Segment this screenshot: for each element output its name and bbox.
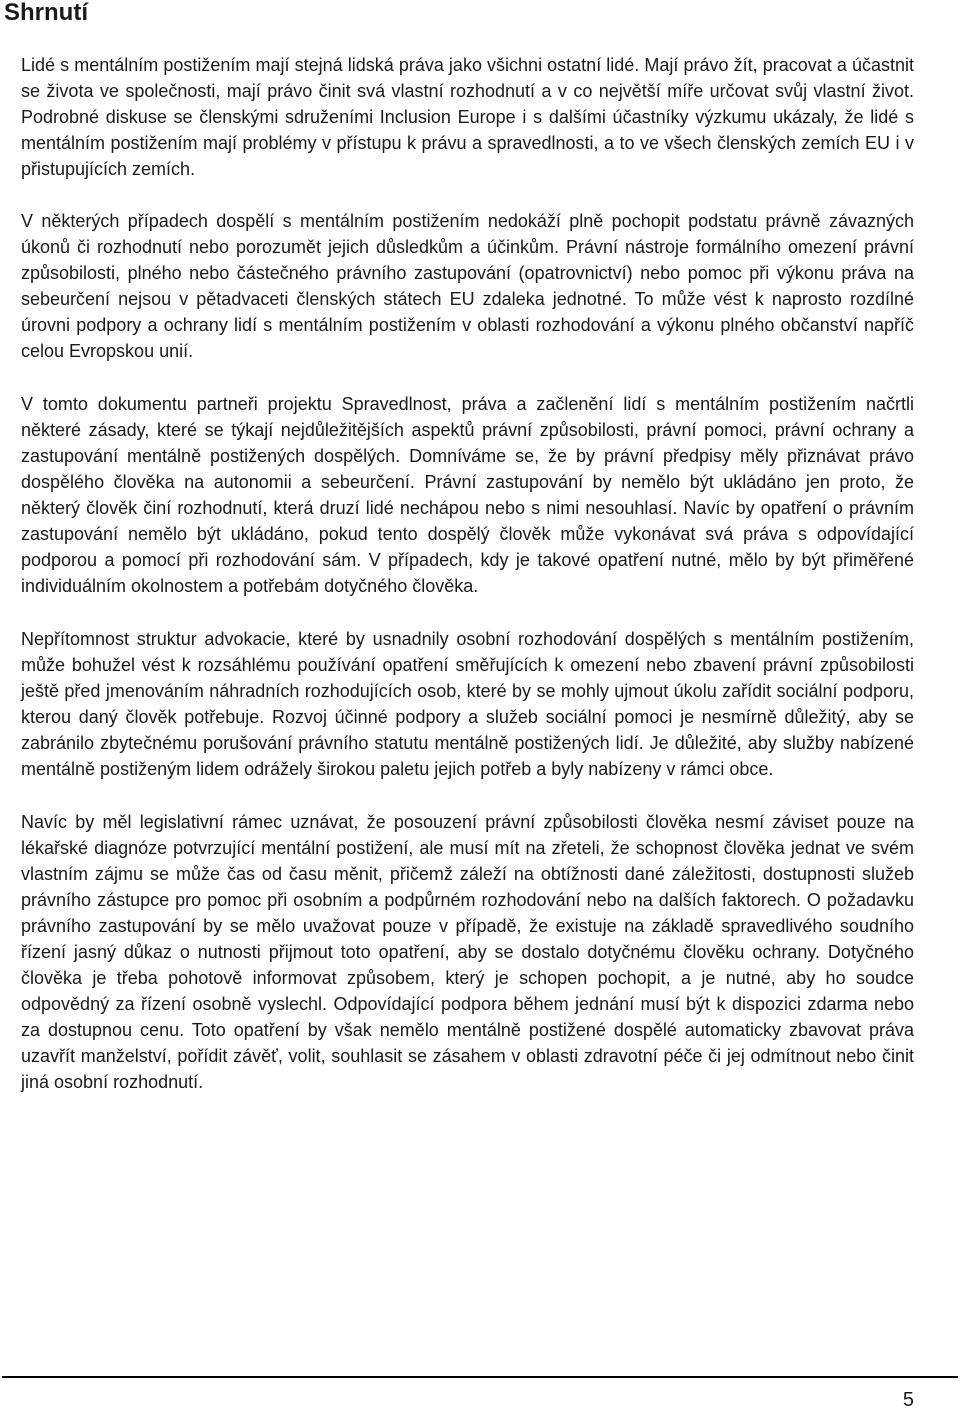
page-title: Shrnutí xyxy=(4,0,88,26)
footer-divider xyxy=(2,1376,958,1378)
paragraph-2: V některých případech dospělí s mentálním postižením nedokáží plně pochopit podstatu právně závazných úkonů či rozhodnutí nebo porozumět jejich důsledkům a účinkům. Právní nástroje formálního omezení právní způsobilosti, plného nebo částečného právního zastupování (opatrovnictví) nebo pomoc při výkonu práva na sebeurčení nejsou v pětadvaceti členských státech EU zdaleka jednotné. To může vést k naprosto rozdílné úrovni podpory a ochrany lidí s mentálním postižením v oblasti rozhodování a výkonu plného občanství napříč celou Evropskou unií. xyxy=(21,211,914,361)
paragraph-4: Nepřítomnost struktur advokacie, které by usnadnily osobní rozhodování dospělých s mentálním postižením, může bohužel vést k rozsáhlému používání opatření směřujících k omezení nebo zbavení právní způsobilosti ještě před jmenováním náhradních rozhodujících osob, které by se mohly ujmout úkolu zařídit sociální podporu, kterou daný člověk potřebuje. Rozvoj účinné podpory a služeb sociální pomoci je nesmírně důležitý, aby se zabránilo zbytečnému porušování právního statutu mentálně postižených lidí. Je důležité, aby služby nabízené mentálně postiženým lidem odrážely širokou paletu jejich potřeb a byly nabízeny v rámci obce. xyxy=(21,629,914,779)
document-body xyxy=(21,52,914,1122)
paragraph-5: Navíc by měl legislativní rámec uznávat, že posouzení právní způsobilosti člověka nesmí záviset pouze na lékařské diagnóze potvrzující mentální postižení, ale musí mít na zřeteli, že schopnost člověka jednat ve svém vlastním zájmu se může čas od času měnit, přičemž záleží na obtížnosti dané záležitosti, dostupnosti služeb právního zástupce pro pomoc při osobním a podpůrném rozhodování nebo na dalších faktorech. O požadavku právního zastupování by se mělo uvažovat pouze v případě, že existuje na základě spravedlivého soudního řízení jasný důkaz o nutnosti přijmout toto opatření, aby se dostalo dotyčnému člověku ochrany. Dotyčného člověka je třeba pohotově informovat způsobem, který je schopen pochopit, a je nutné, aby ho soudce odpovědný za řízení osobně vyslechl. Odpovídající podpora během jednání musí být k dispozici zdarma nebo za dostupnou cenu. Toto opatření by však nemělo mentálně postižené dospělé automaticky zbavovat práva uzavřít manželství, pořídit závěť, volit, souhlasit se zásahem v oblasti zdravotní péče či jej odmítnout nebo činit jiná osobní rozhodnutí. xyxy=(21,812,914,1092)
paragraph-1: Lidé s mentálním postižením mají stejná lidská práva jako všichni ostatní lidé. Mají právo žít, pracovat a účastnit se života ve společnosti, mají právo činit svá vlastní rozhodnutí a v co největší míře určovat svůj vlastní život. Podrobné diskuse se členskými sdruženími Inclusion Europe i s dalšími účastníky výzkumu ukázaly, že lidé s mentálním postižením mají problémy v přístupu k právu a spravedlnosti, a to ve všech členských zemích EU i v přistupujících zemích. xyxy=(21,55,914,179)
page-number: 5 xyxy=(902,1389,914,1411)
paragraph-3: V tomto dokumentu partneři projektu Spravedlnost, práva a začlenění lidí s mentálním postižením načrtli některé zásady, které se týkají nejdůležitějších aspektů právní způsobilosti, právní pomoci, právní ochrany a zastupování mentálně postižených dospělých. Domníváme se, že by právní předpisy měly přiznávat právo dospělého člověka na autonomii a sebeurčení. Právní zastupování by nemělo být ukládáno jen proto, že některý člověk činí rozhodnutí, která druzí lidé nechápou nebo s nimi nesouhlasí. Navíc by opatření o právním zastupování nemělo být ukládáno, pokud tento dospělý člověk může vykonávat svá práva s odpovídající podporou a pomocí při rozhodování sám. V případech, kdy je takové opatření nutné, mělo by být přiměřené individuálním okolnostem a potřebám dotyčného člověka. xyxy=(21,394,914,596)
